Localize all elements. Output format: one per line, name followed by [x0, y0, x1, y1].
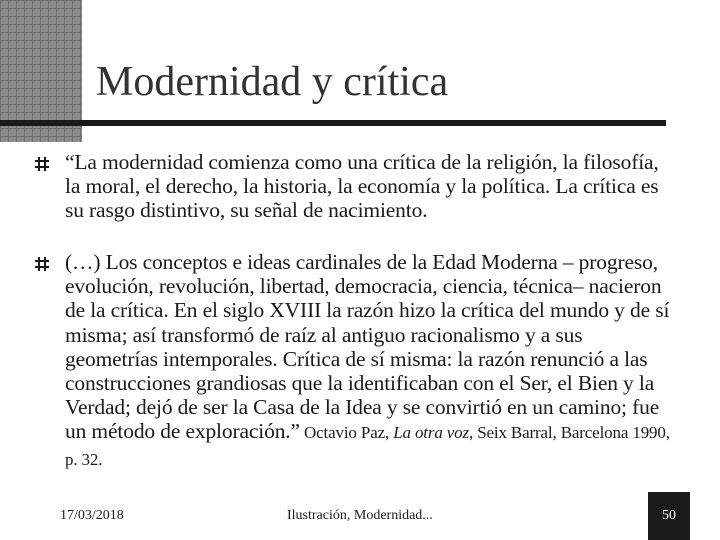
citation-author: Octavio Paz, — [299, 423, 394, 443]
quote-text: (…) Los conceptos e ideas cardinales de la Edad Moderna – progreso, evolución, revolución, libertad, democracia, ciencia, técnica– nacieron de la crítica. En el siglo XVIII la razón hizo la crítica del mundo y de sí misma; así transformó de raíz al antiguo racionalismo y a sus geometrías intemporales. Crítica de sí misma: la razón renunció a las construcciones grandiosas que la identificaban con el Ser, el Bien y la Verdad; dejó de ser la Casa de la Idea y se convirtió en un camino; fue un método de exploración.” — [65, 250, 670, 444]
title-rule — [0, 120, 666, 126]
footer-date: 17/03/2018 — [60, 508, 124, 523]
page-number: 50 — [662, 508, 676, 523]
footer-title: Ilustración, Modernidad... — [287, 508, 433, 523]
hash-bullet-icon — [34, 256, 50, 272]
slide-title: Modernidad y crítica — [96, 59, 449, 105]
bullet-text-2 — [65, 250, 677, 472]
citation-publisher: Seix Barral, Barcelona 1990, p. 32. — [65, 423, 670, 469]
bullet-text-1: “La modernidad comienza como una crítica de la religión, la filosofía, la moral, el derecho, la historia, la economía y la política. La crítica es su rasgo distintivo, su señal de nacimiento. — [65, 150, 659, 223]
hash-bullet-icon — [34, 156, 50, 172]
citation-work: La otra voz, — [393, 423, 474, 443]
